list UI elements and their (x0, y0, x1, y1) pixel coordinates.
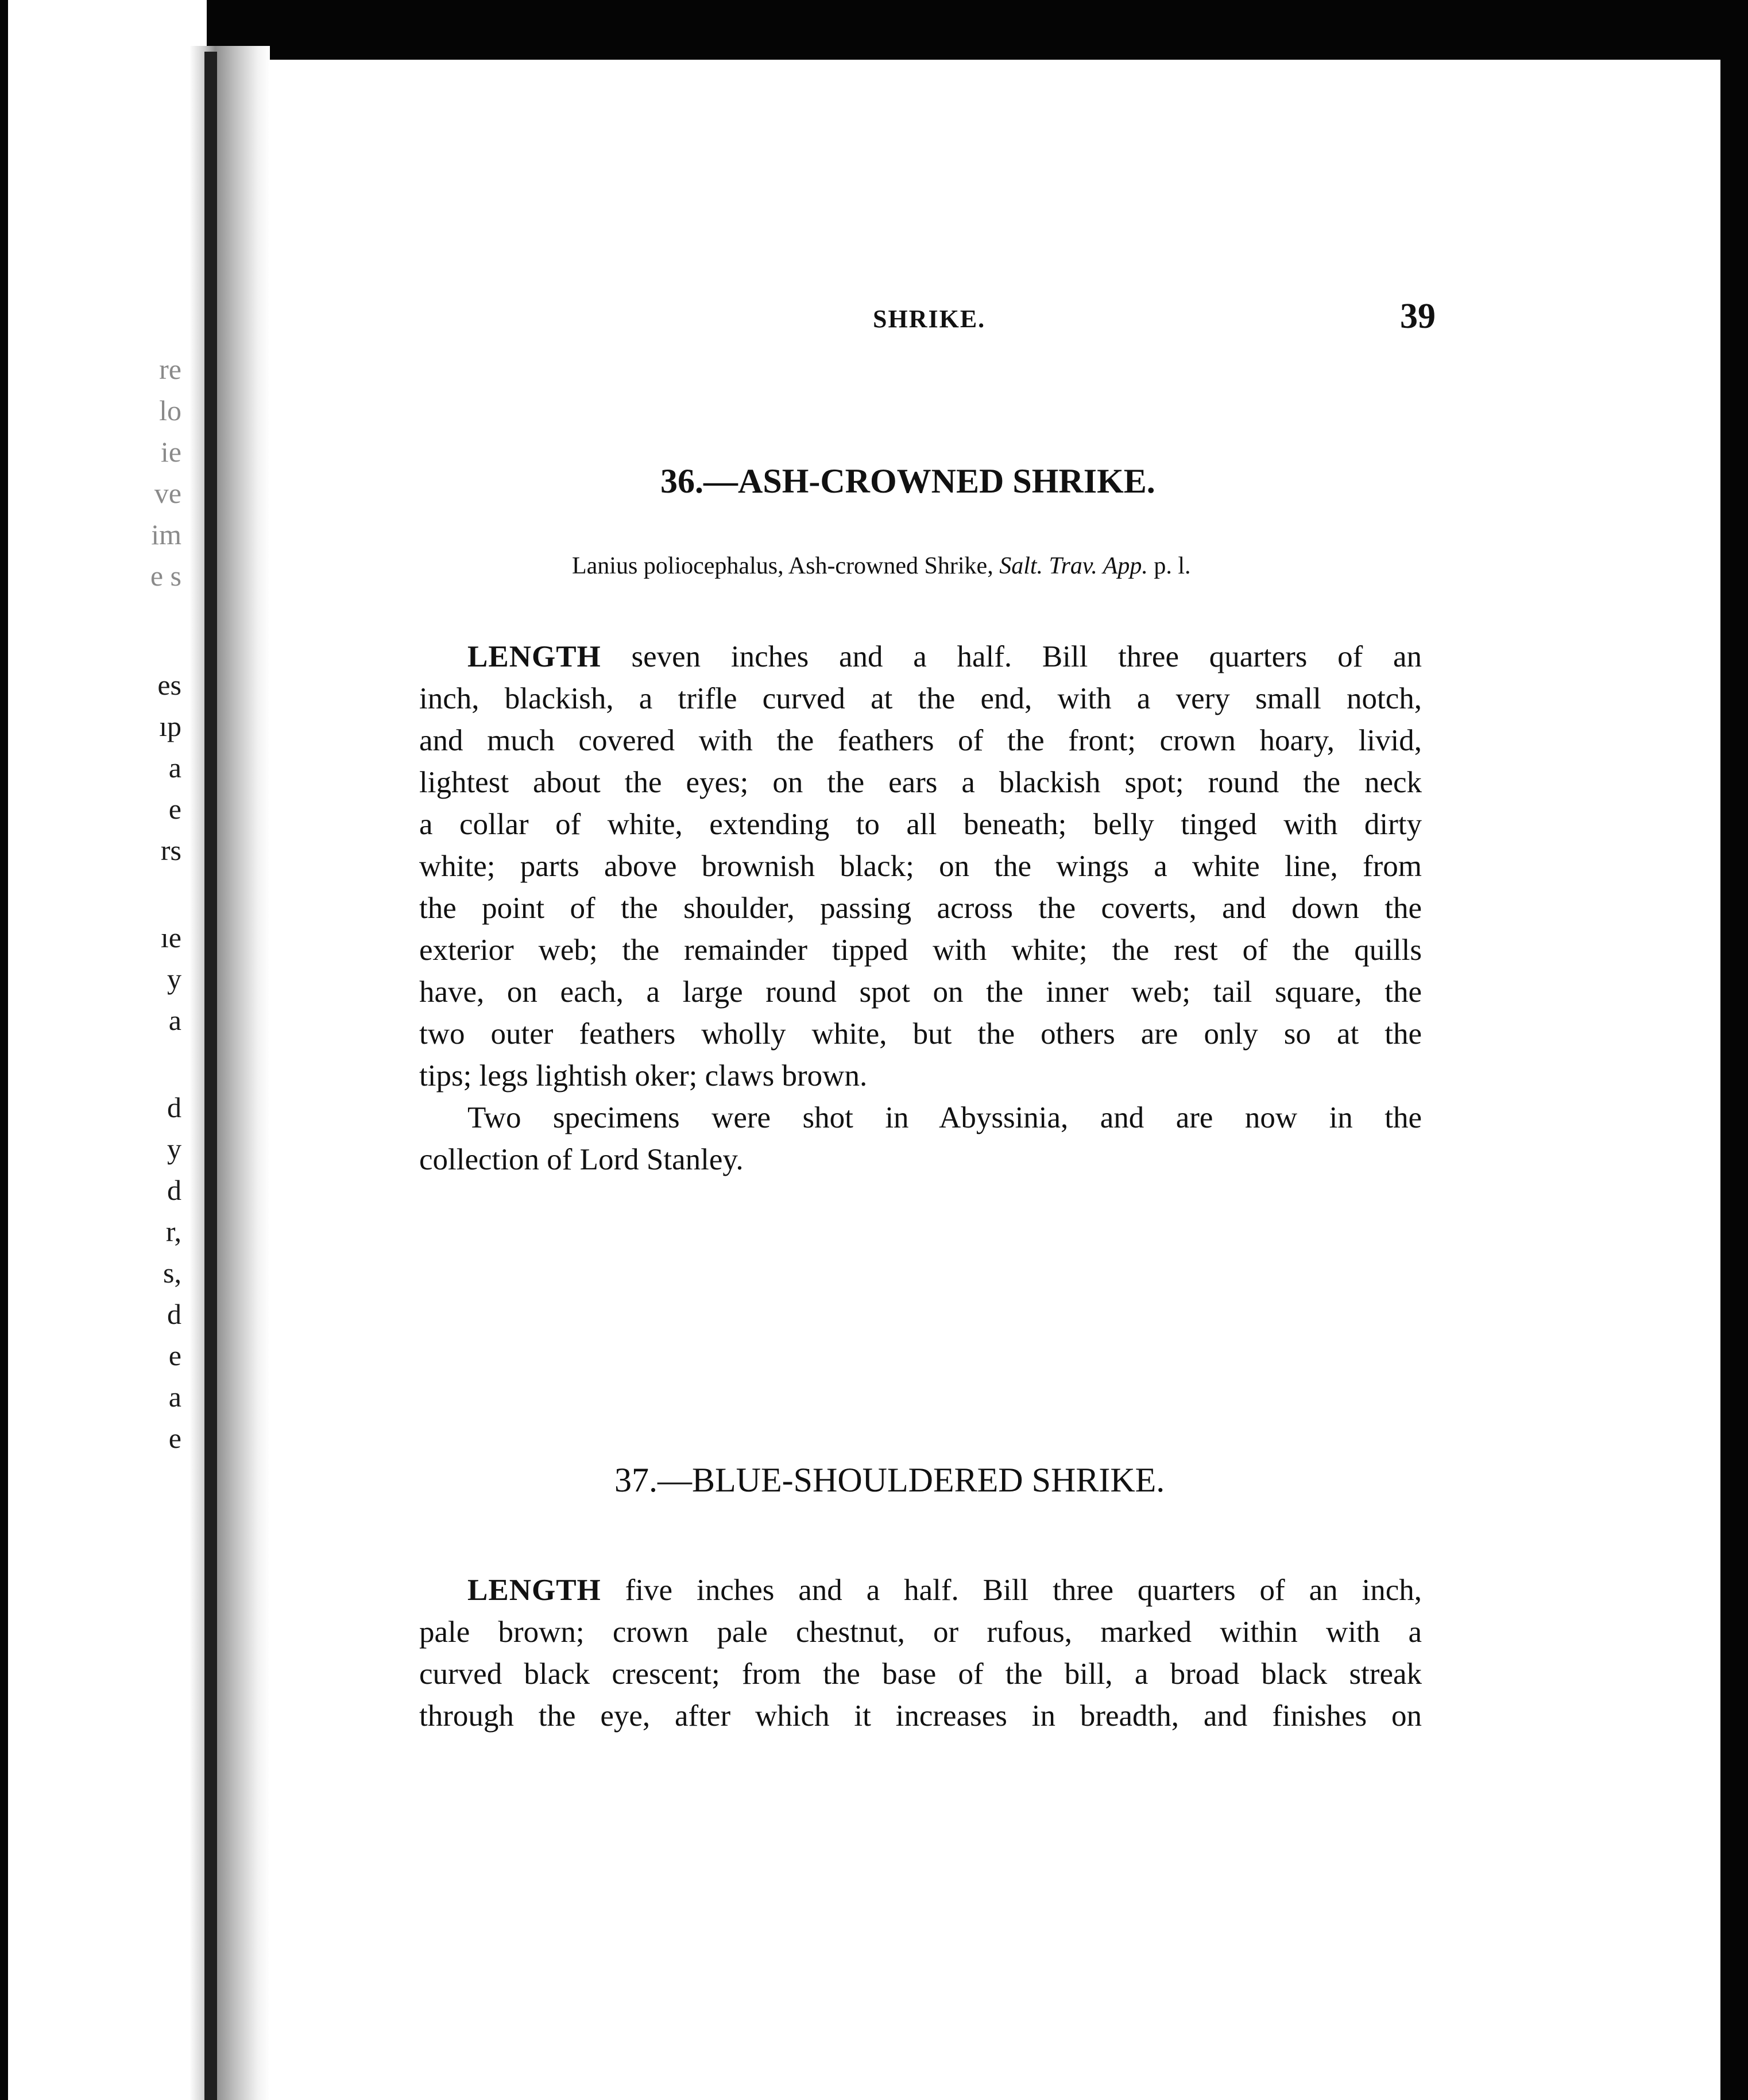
synonym-text: Lanius poliocephalus, Ash-crowned Shrike, (572, 553, 993, 579)
facing-page-text: d (167, 1298, 181, 1330)
entry-37-description (419, 1570, 1422, 1737)
facing-page-text: ve (154, 477, 181, 509)
facing-page-text: d (167, 1174, 181, 1206)
body-text-line: two outer feathers wholly white, but the others are only so at the (419, 1017, 1422, 1051)
facing-page-text: r, (165, 1215, 181, 1247)
body-text-line: exterior web; the remainder tipped with white; the rest of the quills (419, 933, 1422, 967)
entry-heading-36: 36.—ASH-CROWNED SHRIKE. (660, 462, 1155, 500)
body-text: seven inches and a half. Bill three quarters of an (601, 640, 1422, 673)
synonym-line (572, 552, 1191, 580)
body-text-line (419, 636, 1422, 678)
facing-page-text: y (167, 963, 181, 995)
body-text-line: lightest about the eyes; on the ears a blackish spot; round the neck (419, 766, 1422, 799)
scan-border-top (207, 0, 1748, 60)
facing-page-text: s, (163, 1257, 181, 1289)
scan-border-left (0, 0, 8, 2100)
body-text-line: Two specimens were shot in Abyssinia, and are now in the (467, 1101, 1422, 1134)
facing-page-text: im (151, 518, 181, 551)
running-title: SHRIKE. (873, 305, 986, 333)
body-text-line: the point of the shoulder, passing across the coverts, and down the (419, 892, 1422, 925)
lead-word: LENGTH (467, 640, 601, 673)
page-number: 39 (1400, 297, 1436, 336)
lead-word: LENGTH (467, 1574, 601, 1607)
facing-page-text: lo (159, 394, 181, 427)
facing-page-text: a (168, 1381, 181, 1413)
facing-page-text: e s (150, 560, 181, 592)
facing-page-text: re (159, 353, 181, 385)
facing-page-text: d (167, 1091, 181, 1123)
book-gutter-shadow (190, 46, 270, 2100)
facing-page-text: a (168, 1004, 181, 1036)
body-text-line: inch, blackish, a trifle curved at the end, with a very small notch, (419, 682, 1422, 715)
body-text-line: and much covered with the feathers of the front; crown hoary, livid, (419, 724, 1422, 757)
body-text-line: tips; legs lightish oker; claws brown. (419, 1059, 868, 1092)
entry-heading-37: 37.—BLUE-SHOULDERED SHRIKE. (614, 1461, 1165, 1499)
body-text-line: have, on each, a large round spot on the inner web; tail square, the (419, 975, 1422, 1009)
body-text-line: white; parts above brownish black; on the wings a white line, from (419, 850, 1422, 883)
facing-page-text: ie (160, 436, 181, 468)
facing-page-text: es (157, 669, 181, 701)
scan-border-right (1720, 0, 1748, 2100)
facing-page-text: e (168, 793, 181, 825)
facing-page-text: ıp (159, 710, 181, 742)
facing-page-text: a (168, 751, 181, 784)
body-text-line (419, 1570, 1422, 1611)
facing-page-text: e (168, 1339, 181, 1371)
running-head (276, 294, 1436, 340)
body-text-line: through the eye, after which it increases in breadth, and finishes on (419, 1699, 1422, 1733)
facing-page-fragment (8, 0, 190, 2100)
body-text-line: curved black crescent; from the base of the bill, a broad black streak (419, 1657, 1422, 1691)
book-gutter (204, 52, 217, 2100)
facing-page-text: ıe (160, 921, 181, 954)
synonym-page: p. l. (1154, 553, 1191, 579)
body-text: five inches and a half. Bill three quarters of an inch, (601, 1574, 1422, 1607)
book-page (276, 60, 1720, 2100)
body-text-line: collection of Lord Stanley. (419, 1143, 744, 1176)
entry-36-description (419, 636, 1422, 1181)
facing-page-text: e (168, 1422, 181, 1454)
synonym-reference: Salt. Trav. App. (999, 553, 1148, 579)
body-text-line: a collar of white, extending to all beneath; belly tinged with dirty (419, 808, 1422, 841)
body-text-line: pale brown; crown pale chestnut, or rufous, marked within with a (419, 1615, 1422, 1649)
facing-page-text: rs (160, 834, 181, 866)
facing-page-text: y (167, 1133, 181, 1165)
